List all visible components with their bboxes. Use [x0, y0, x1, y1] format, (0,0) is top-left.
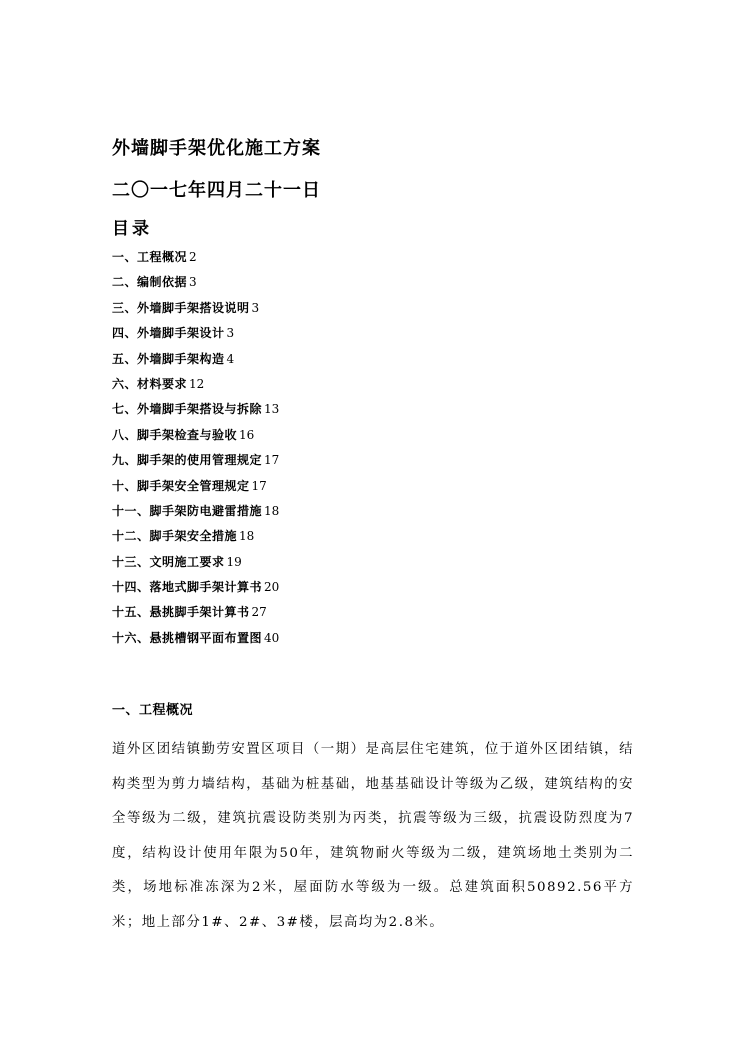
- toc-item-label: 十六、悬挑槽钢平面布置图: [112, 630, 263, 645]
- toc-item-page-number: 16: [239, 427, 255, 442]
- toc-item-page-number: 18: [239, 529, 255, 544]
- toc-item-label: 八、脚手架检查与验收: [112, 427, 238, 442]
- toc-item-page-number: 40: [264, 630, 280, 645]
- toc-item-label: 二、编制依据: [112, 275, 188, 290]
- document-title: 外墙脚手架优化施工方案: [112, 138, 321, 159]
- toc-item-label: 一、工程概况: [112, 250, 188, 264]
- toc-item-page-number: 3: [251, 300, 260, 315]
- toc-item[interactable]: [112, 272, 279, 297]
- toc-item-label: 十四、落地式脚手架计算书: [112, 580, 263, 595]
- toc-item[interactable]: [112, 501, 279, 526]
- toc-item[interactable]: [112, 577, 279, 602]
- toc-heading: 目录: [112, 219, 152, 239]
- toc-item-page-number: 17: [251, 478, 267, 493]
- toc-item-page-number: 20: [264, 580, 280, 595]
- toc-item-label: 十三、文明施工要求: [112, 554, 225, 569]
- toc-item-label: 十、脚手架安全管理规定: [112, 478, 250, 493]
- toc-item[interactable]: [112, 399, 279, 424]
- toc-item[interactable]: [112, 374, 279, 399]
- toc-item-label: 十一、脚手架防电避雷措施: [112, 503, 263, 518]
- toc-item-label: 十二、脚手架安全措施: [112, 529, 238, 544]
- toc-item-label: 九、脚手架的使用管理规定: [112, 453, 263, 468]
- toc-item-page-number: 17: [264, 453, 280, 468]
- toc-item[interactable]: [112, 628, 279, 653]
- section-body-text: 道外区团结镇勤劳安置区项目（一期）是高层住宅建筑，位于道外区团结镇，结构类型为剪力墙结构，基础为桩基础，地基基础设计等级为乙级，建筑结构的安全等级为二级，建筑抗震设防类别为丙类，抗震等级为三级，抗震设防烈度为7度，结构设计使用年限为50年，建筑物耐火等级为二级，建筑场地土类别为二类，场地标准冻深为2米，屋面防水等级为一级。总建筑面积50892.56平方米；地上部分1#、2#、3#楼，层高均为2.8米。: [112, 742, 634, 930]
- toc-item[interactable]: [112, 526, 279, 551]
- toc-item[interactable]: [112, 323, 279, 348]
- toc-item-label: 三、外墙脚手架搭设说明: [112, 300, 250, 315]
- toc-item[interactable]: [112, 247, 279, 272]
- toc-item[interactable]: [112, 298, 279, 323]
- toc-item-page-number: 13: [264, 402, 280, 417]
- toc-item-page-number: 2: [189, 250, 197, 264]
- toc-item-page-number: 4: [226, 351, 235, 366]
- document-date: 二〇一七年四月二十一日: [112, 180, 321, 201]
- toc-item-label: 六、材料要求: [112, 376, 188, 391]
- toc-item-page-number: 3: [226, 326, 235, 341]
- toc-item-page-number: 12: [189, 376, 205, 391]
- toc-item-label: 十五、悬挑脚手架计算书: [112, 605, 250, 620]
- toc-item-page-number: 3: [189, 275, 197, 290]
- toc-item[interactable]: [112, 349, 279, 374]
- toc-item-label: 七、外墙脚手架搭设与拆除: [112, 402, 263, 417]
- toc-item-page-number: 18: [264, 503, 280, 518]
- toc-item-label: 四、外墙脚手架设计: [112, 326, 225, 341]
- toc-item[interactable]: [112, 476, 279, 501]
- toc-item[interactable]: [112, 450, 279, 475]
- toc-item-label: 五、外墙脚手架构造: [112, 351, 225, 366]
- toc-item[interactable]: [112, 552, 279, 577]
- toc-item-page-number: 19: [226, 554, 242, 569]
- toc-item-page-number: 27: [251, 605, 267, 620]
- table-of-contents: [112, 247, 279, 653]
- toc-item[interactable]: [112, 425, 279, 450]
- toc-item[interactable]: [112, 602, 279, 627]
- section-heading: 一、工程概况: [112, 703, 194, 718]
